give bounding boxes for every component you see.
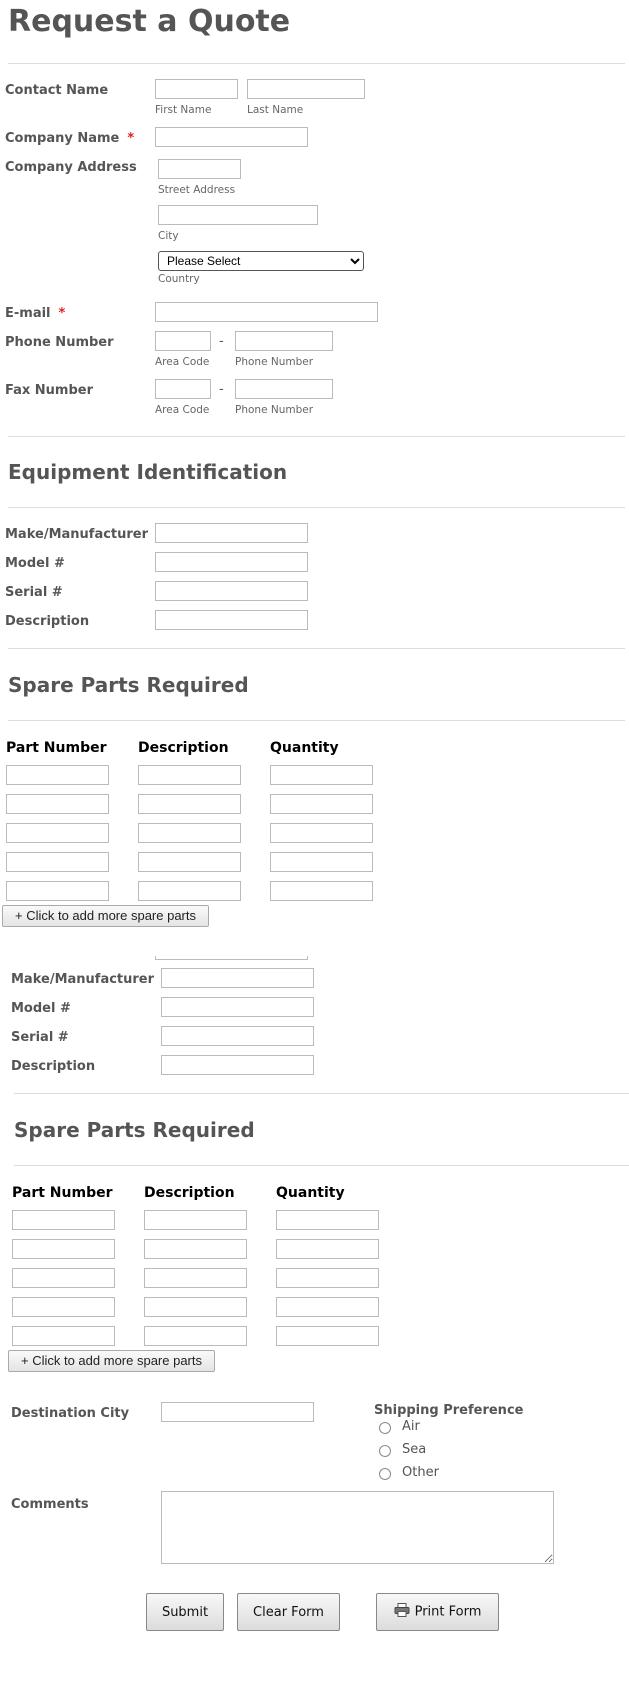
required-mark: * (58, 306, 66, 321)
company-name-input[interactable] (155, 127, 308, 147)
city-sublabel: City (158, 230, 179, 242)
part-description-input[interactable] (144, 1326, 247, 1346)
model-label: Model # (5, 556, 65, 571)
street-address-sublabel: Street Address (158, 184, 236, 196)
shipping-air-radio[interactable] (379, 1422, 391, 1434)
add-spare-parts-button[interactable]: + Click to add more spare parts (8, 1350, 215, 1372)
equipment-section-title: Equipment Identification (8, 460, 288, 484)
quantity-column-header: Quantity (270, 740, 339, 756)
fax-number-sublabel: Phone Number (235, 404, 314, 416)
part-number-input[interactable] (6, 794, 109, 814)
fax-dash: - (219, 382, 224, 397)
part-quantity-input[interactable] (276, 1239, 379, 1259)
part-quantity-input[interactable] (276, 1326, 379, 1346)
part-number-input[interactable] (6, 852, 109, 872)
part-description-input[interactable] (138, 794, 241, 814)
make-input[interactable] (161, 968, 314, 988)
shipping-sea-label: Sea (402, 1442, 427, 1457)
divider (14, 1093, 629, 1094)
description-label: Description (5, 614, 90, 629)
serial-label: Serial # (11, 1030, 69, 1045)
description-input[interactable] (155, 610, 308, 630)
clear-form-button[interactable]: Clear Form (237, 1593, 340, 1631)
email-input[interactable] (155, 302, 378, 322)
make-label: Make/Manufacturer (5, 527, 149, 542)
add-spare-parts-button[interactable]: + Click to add more spare parts (2, 905, 209, 927)
destination-city-label: Destination City (11, 1406, 130, 1421)
part-description-input[interactable] (138, 852, 241, 872)
part-number-column-header: Part Number (12, 1185, 113, 1201)
first-name-input[interactable] (155, 79, 238, 99)
fax-number-label: Fax Number (5, 383, 94, 398)
part-description-input[interactable] (144, 1239, 247, 1259)
part-description-input[interactable] (138, 881, 241, 901)
part-quantity-input[interactable] (270, 794, 373, 814)
part-quantity-input[interactable] (276, 1268, 379, 1288)
part-description-input[interactable] (138, 823, 241, 843)
divider (14, 1165, 629, 1166)
divider (8, 648, 625, 649)
email-label (5, 306, 65, 321)
part-quantity-input[interactable] (270, 823, 373, 843)
description-input[interactable] (161, 1055, 314, 1075)
destination-city-input[interactable] (161, 1402, 314, 1422)
divider (8, 507, 625, 508)
fax-area-code-input[interactable] (155, 379, 211, 399)
divider (8, 436, 625, 437)
last-name-sublabel: Last Name (247, 104, 304, 116)
description-label: Description (11, 1059, 96, 1074)
company-name-label (5, 131, 134, 146)
part-number-input[interactable] (12, 1210, 115, 1230)
serial-label: Serial # (5, 585, 63, 600)
email-label-text: E-mail (5, 306, 51, 321)
model-input[interactable] (161, 997, 314, 1017)
printer-icon (394, 1603, 410, 1621)
shipping-preference-label: Shipping Preference (374, 1403, 524, 1418)
make-input[interactable] (155, 523, 308, 543)
part-quantity-input[interactable] (276, 1297, 379, 1317)
part-number-input[interactable] (12, 1297, 115, 1317)
part-description-input[interactable] (144, 1210, 247, 1230)
company-address-label: Company Address (5, 160, 137, 175)
fax-area-code-sublabel: Area Code (155, 404, 210, 416)
spare-parts-section-title: Spare Parts Required (8, 673, 249, 697)
part-number-input[interactable] (12, 1268, 115, 1288)
phone-number-label: Phone Number (5, 335, 114, 350)
divider (8, 720, 625, 721)
submit-button[interactable]: Submit (146, 1593, 224, 1631)
make-label: Make/Manufacturer (11, 972, 155, 987)
company-name-label-text: Company Name (5, 131, 120, 146)
shipping-air-label: Air (402, 1419, 420, 1434)
model-label: Model # (11, 1001, 71, 1016)
part-number-input[interactable] (12, 1326, 115, 1346)
contact-name-label: Contact Name (5, 83, 109, 98)
model-input[interactable] (155, 552, 308, 572)
clipped-input-fragment (155, 956, 308, 960)
last-name-input[interactable] (247, 79, 365, 99)
part-quantity-input[interactable] (270, 852, 373, 872)
print-form-button[interactable] (376, 1593, 499, 1631)
spare-parts-section-title: Spare Parts Required (14, 1118, 255, 1142)
shipping-other-label: Other (402, 1465, 439, 1480)
comments-textarea[interactable] (161, 1491, 554, 1564)
serial-input[interactable] (161, 1026, 314, 1046)
part-description-input[interactable] (144, 1268, 247, 1288)
page-title: Request a Quote (8, 4, 291, 39)
street-address-input[interactable] (158, 159, 241, 179)
phone-number-input[interactable] (235, 331, 333, 351)
description-column-header: Description (138, 740, 229, 756)
part-description-input[interactable] (138, 765, 241, 785)
shipping-sea-radio[interactable] (379, 1445, 391, 1457)
part-number-column-header: Part Number (6, 740, 107, 756)
phone-area-code-sublabel: Area Code (155, 356, 210, 368)
description-column-header: Description (144, 1185, 235, 1201)
city-input[interactable] (158, 205, 318, 225)
part-quantity-input[interactable] (276, 1210, 379, 1230)
first-name-sublabel: First Name (155, 104, 212, 116)
phone-dash: - (219, 334, 224, 349)
part-number-input[interactable] (6, 823, 109, 843)
divider (8, 63, 625, 64)
shipping-other-radio[interactable] (379, 1468, 391, 1480)
part-quantity-input[interactable] (270, 765, 373, 785)
serial-input[interactable] (155, 581, 308, 601)
phone-area-code-input[interactable] (155, 331, 211, 351)
part-number-input[interactable] (6, 881, 109, 901)
quantity-column-header: Quantity (276, 1185, 345, 1201)
part-number-input[interactable] (12, 1239, 115, 1259)
country-select[interactable] (158, 251, 364, 271)
print-form-label: Print Form (414, 1604, 482, 1620)
country-sublabel: Country (158, 273, 200, 285)
part-number-input[interactable] (6, 765, 109, 785)
required-mark: * (127, 131, 135, 146)
comments-label: Comments (11, 1497, 89, 1512)
fax-number-input[interactable] (235, 379, 333, 399)
phone-number-sublabel: Phone Number (235, 356, 314, 368)
part-quantity-input[interactable] (270, 881, 373, 901)
part-description-input[interactable] (144, 1297, 247, 1317)
